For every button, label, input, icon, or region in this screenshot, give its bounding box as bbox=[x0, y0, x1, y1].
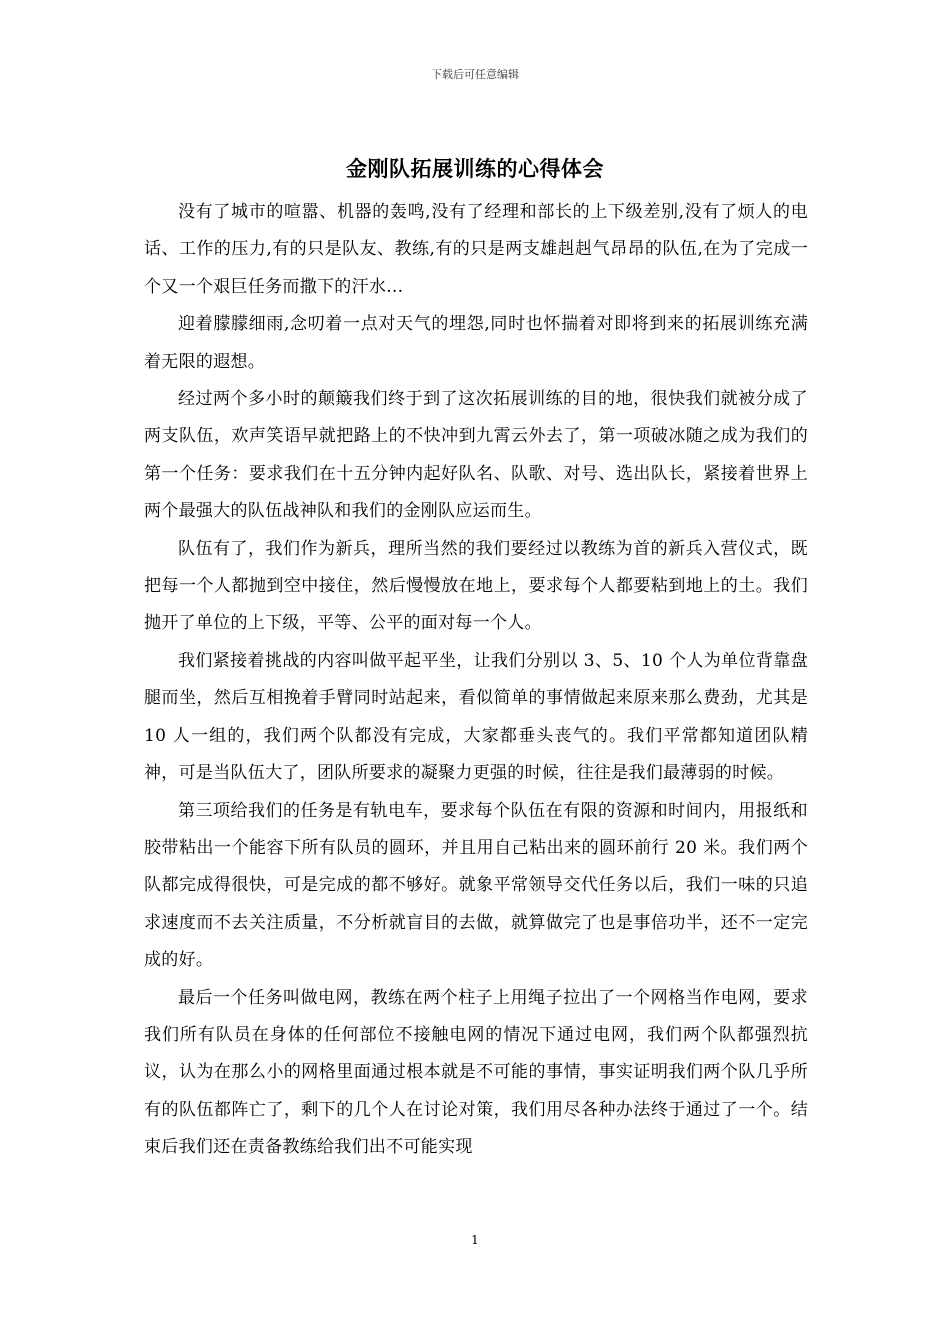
paragraph-5: 我们紧接着挑战的内容叫做平起平坐，让我们分别以 3、5、10 个人为单位背靠盘腿而坐，然后互相挽着手臂同时站起来，看似简单的事情做起来原来那么费劲，尤其是 10 人一组的，我们两个队都没有完成，大家都垂头丧气的。我们平常都知道团队精神，可是当队伍大了，团队所要求的凝聚力更强的时候，往往是我们最薄弱的时候。 bbox=[144, 650, 808, 784]
page-number: 1 bbox=[471, 1233, 479, 1247]
paragraph-1: 没有了城市的喧嚣、机器的轰鸣,没有了经理和部长的上下级差别,没有了烦人的电话、工作的压力,有的只是队友、教练,有的只是两支雄赳赳气昂昂的队伍,在为了完成一个又一个艰巨任务而撒下的汗水... bbox=[144, 202, 808, 297]
document-body bbox=[144, 194, 808, 1167]
header-note: 下载后可任意编辑 bbox=[431, 68, 519, 81]
paragraph-3: 经过两个多小时的颠簸我们终于到了这次拓展训练的目的地，很快我们就被分成了两支队伍，欢声笑语早就把路上的不快冲到九霄云外去了，第一项破冰随之成为我们的第一个任务：要求我们在十五分钟内起好队名、队歌、对号、选出队长，紧接着世界上两个最强大的队伍战神队和我们的金刚队应运而生。 bbox=[144, 389, 808, 522]
document-title: 金刚队拓展训练的心得体会 bbox=[346, 156, 604, 181]
paragraph-4: 队伍有了，我们作为新兵，理所当然的我们要经过以教练为首的新兵入营仪式，既把每一个人都抛到空中接住，然后慢慢放在地上，要求每个人都要粘到地上的土。我们抛开了单位的上下级，平等、公平的面对每一个人。 bbox=[144, 538, 808, 634]
paragraph-7: 最后一个任务叫做电网，教练在两个柱子上用绳子拉出了一个网格当作电网，要求我们所有队员在身体的任何部位不接触电网的情况下通过电网，我们两个队都强烈抗议，认为在那么小的网格里面通过根本就是不可能的事情，事实证明我们两个队几乎所有的队伍都阵亡了，剩下的几个人在讨论对策，我们用尽各种办法终于通过了一个。结束后我们还在责备教练给我们出不可能实现 bbox=[144, 987, 808, 1158]
paragraph-2: 迎着朦朦细雨,念叨着一点对天气的埋怨,同时也怀揣着对即将到来的拓展训练充满着无限的遐想。 bbox=[144, 314, 808, 372]
paragraph-6: 第三项给我们的任务是有轨电车，要求每个队伍在有限的资源和时间内，用报纸和胶带粘出一个能容下所有队员的圆环，并且用自己粘出来的圆环前行 20 米。我们两个队都完成得很快，可是完成的都不够好。就象平常领导交代任务以后，我们一味的只追求速度而不去关注质量，不分析就盲目的去做，就算做完了也是事倍功半，还不一定完成的好。 bbox=[144, 800, 808, 971]
